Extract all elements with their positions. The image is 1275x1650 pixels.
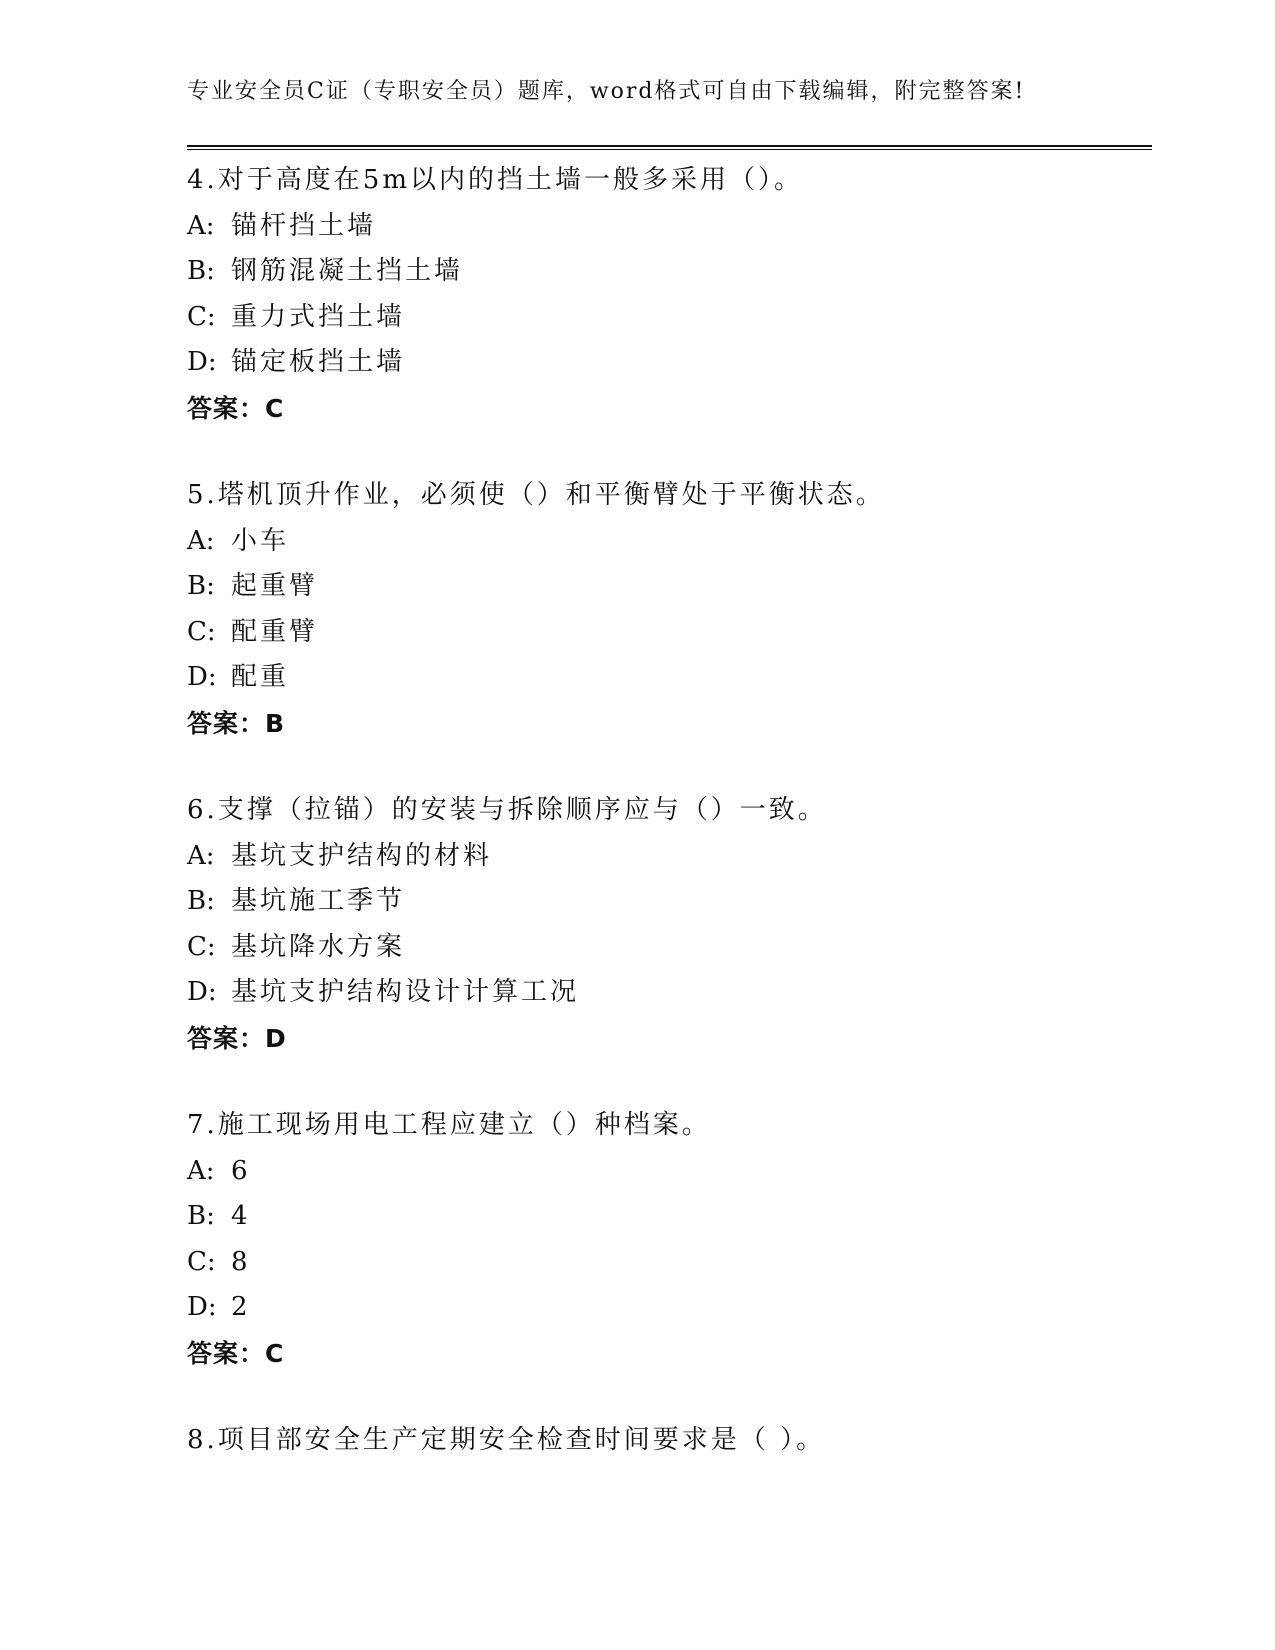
option-text: 配重臂 — [231, 616, 319, 647]
option-c — [187, 295, 1152, 341]
answer-line: 答案：D — [187, 1023, 287, 1053]
option-key: C: — [187, 1246, 216, 1277]
answer-line: 答案：C — [187, 393, 285, 423]
option-c — [187, 925, 1152, 971]
option-c — [187, 1240, 1152, 1286]
question-8 — [187, 1418, 1152, 1464]
option-text: 锚定板挡土墙 — [231, 347, 406, 377]
option-text: 4 — [231, 1201, 251, 1231]
option-key: C: — [187, 301, 216, 332]
option-d — [187, 970, 1152, 1016]
option-key: C: — [187, 931, 216, 962]
question-stem: 5.塔机顶升作业，必须使（）和平衡臂处于平衡状态。 — [187, 480, 885, 510]
option-text: 起重臂 — [231, 571, 319, 601]
option-key: B: — [187, 886, 215, 916]
question-list — [187, 158, 1152, 1506]
option-a — [187, 834, 1152, 880]
answer-line: 答案：C — [187, 1338, 285, 1368]
option-key: B: — [187, 1201, 215, 1231]
option-b — [187, 1194, 1152, 1240]
option-key: B: — [187, 571, 215, 601]
question-stem: 4.对于高度在5m以内的挡土墙一般多采用（）。 — [187, 165, 804, 195]
page-header: 专业安全员C证（专职安全员）题库，word格式可自由下载编辑，附完整答案! — [187, 79, 1026, 104]
answer-line: 答案：B — [187, 708, 286, 738]
option-d — [187, 340, 1152, 386]
question-stem: 7.施工现场用电工程应建立（）种档案。 — [187, 1110, 711, 1140]
option-text: 基坑施工季节 — [231, 886, 406, 916]
question-stem: 8.项目部安全生产定期安全检查时间要求是（ ）。 — [187, 1425, 826, 1455]
option-text: 锚杆挡土墙 — [231, 210, 377, 241]
option-text: 重力式挡土墙 — [231, 301, 406, 332]
option-b — [187, 879, 1152, 925]
option-key: A: — [187, 525, 215, 556]
option-key: A: — [187, 1155, 215, 1186]
option-key: C: — [187, 616, 216, 647]
option-a — [187, 519, 1152, 565]
option-a — [187, 1149, 1152, 1195]
option-text: 8 — [231, 1246, 251, 1277]
option-a — [187, 204, 1152, 250]
option-text: 小车 — [231, 525, 290, 556]
option-key: D: — [187, 977, 217, 1007]
option-key: D: — [187, 662, 217, 692]
header-divider — [187, 145, 1152, 150]
option-d — [187, 1285, 1152, 1331]
option-key: D: — [187, 347, 217, 377]
option-text: 基坑降水方案 — [231, 931, 406, 962]
option-text: 基坑支护结构设计计算工况 — [231, 977, 580, 1007]
option-text: 配重 — [231, 662, 290, 692]
option-b — [187, 564, 1152, 610]
option-text: 2 — [231, 1292, 251, 1322]
option-key: A: — [187, 840, 215, 871]
option-key: A: — [187, 210, 215, 241]
option-text: 钢筋混凝土挡土墙 — [231, 256, 464, 286]
option-b — [187, 249, 1152, 295]
option-c — [187, 610, 1152, 656]
option-d — [187, 655, 1152, 701]
question-4 — [187, 158, 1152, 431]
option-key: D: — [187, 1292, 217, 1322]
question-stem: 6.支撑（拉锚）的安装与拆除顺序应与（）一致。 — [187, 795, 827, 825]
option-text: 基坑支护结构的材料 — [231, 840, 493, 871]
option-key: B: — [187, 256, 215, 286]
option-text: 6 — [231, 1155, 251, 1186]
question-6 — [187, 788, 1152, 1061]
question-7 — [187, 1103, 1152, 1376]
question-5 — [187, 473, 1152, 746]
